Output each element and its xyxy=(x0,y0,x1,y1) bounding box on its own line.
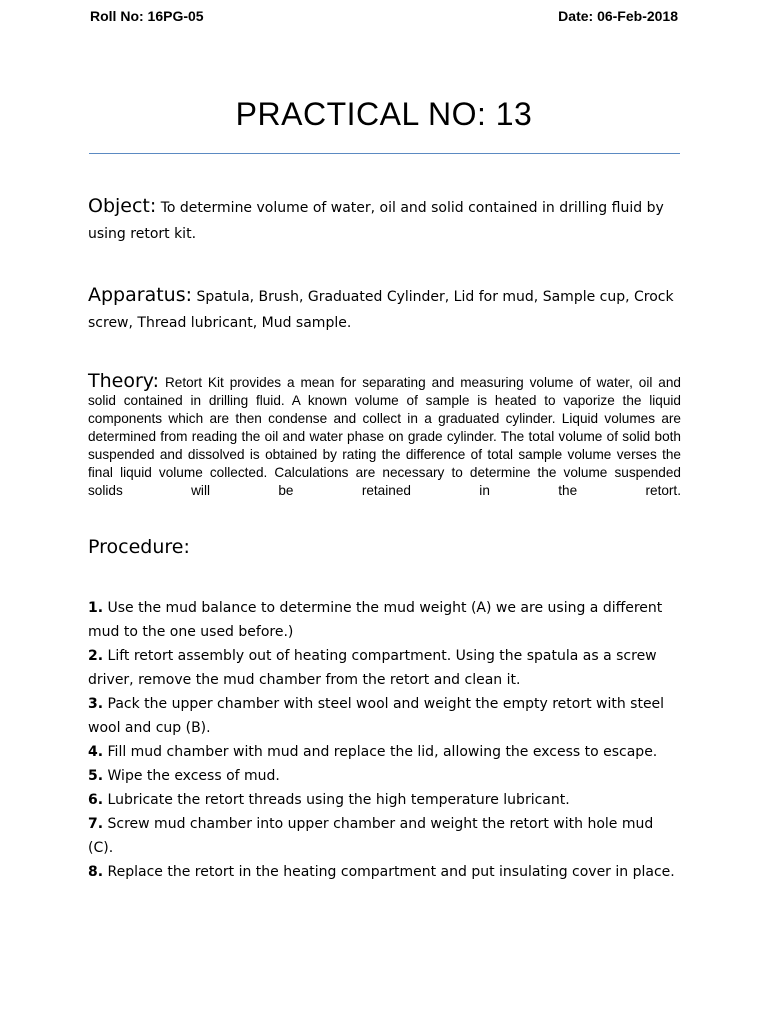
procedure-step xyxy=(88,740,681,764)
step-number: 3. xyxy=(88,696,104,712)
roll-number: Roll No: 16PG-05 xyxy=(90,8,204,24)
procedure-step xyxy=(88,812,681,860)
apparatus-text: Spatula, Brush, Graduated Cylinder, Lid for mud, Sample cup, Crock screw, Thread lubricant, Mud sample. xyxy=(88,289,674,331)
step-number: 5. xyxy=(88,768,104,784)
procedure-step xyxy=(88,764,681,788)
procedure-steps xyxy=(88,596,681,884)
step-number: 1. xyxy=(88,600,104,616)
object-text: To determine volume of water, oil and solid contained in drilling fluid by using retort kit. xyxy=(88,200,664,242)
theory-heading: Theory: xyxy=(88,370,160,392)
step-text: Replace the retort in the heating compartment and put insulating cover in place. xyxy=(107,864,675,880)
step-number: 2. xyxy=(88,648,104,664)
procedure-step xyxy=(88,596,681,644)
procedure-step xyxy=(88,788,681,812)
object-section xyxy=(88,193,681,247)
procedure-step xyxy=(88,644,681,692)
step-number: 4. xyxy=(88,744,104,760)
object-heading: Object: xyxy=(88,195,157,217)
step-text: Lift retort assembly out of heating compartment. Using the spatula as a screw driver, remove the mud chamber from the retort and clean it. xyxy=(88,648,657,688)
apparatus-heading: Apparatus: xyxy=(88,284,193,306)
theory-section xyxy=(88,372,681,500)
procedure-heading: Procedure: xyxy=(88,536,190,558)
document-date: Date: 06-Feb-2018 xyxy=(558,8,678,24)
step-number: 7. xyxy=(88,816,104,832)
step-text: Screw mud chamber into upper chamber and weight the retort with hole mud (C). xyxy=(88,816,654,856)
step-number: 6. xyxy=(88,792,104,808)
step-number: 8. xyxy=(88,864,104,880)
title-divider xyxy=(89,153,680,154)
step-text: Pack the upper chamber with steel wool and weight the empty retort with steel wool and cup (B). xyxy=(88,696,665,736)
apparatus-section xyxy=(88,282,681,336)
step-text: Fill mud chamber with mud and replace the lid, allowing the excess to escape. xyxy=(107,744,658,760)
step-text: Lubricate the retort threads using the high temperature lubricant. xyxy=(107,792,570,808)
procedure-step xyxy=(88,692,681,740)
page-title: PRACTICAL NO: 13 xyxy=(235,96,533,132)
theory-text: Retort Kit provides a mean for separating and measuring volume of water, oil and solid contained in drilling fluid. A known volume of sample is heated to vaporize the liquid components which are then condense and collect in a graduated cylinder. Liquid volumes are determined from reading the oil and water phase on grade cylinder. The total volume of solid both suspended and dissolved is obtained by rating the difference of total sample volume verses the final liquid volume collected. Calculations are necessary to determine the volume suspended solids will be retained in the retort. xyxy=(88,375,681,498)
step-text: Wipe the excess of mud. xyxy=(107,768,280,784)
step-text: Use the mud balance to determine the mud weight (A) we are using a different mud to the one used before.) xyxy=(88,600,663,640)
procedure-step xyxy=(88,860,681,884)
